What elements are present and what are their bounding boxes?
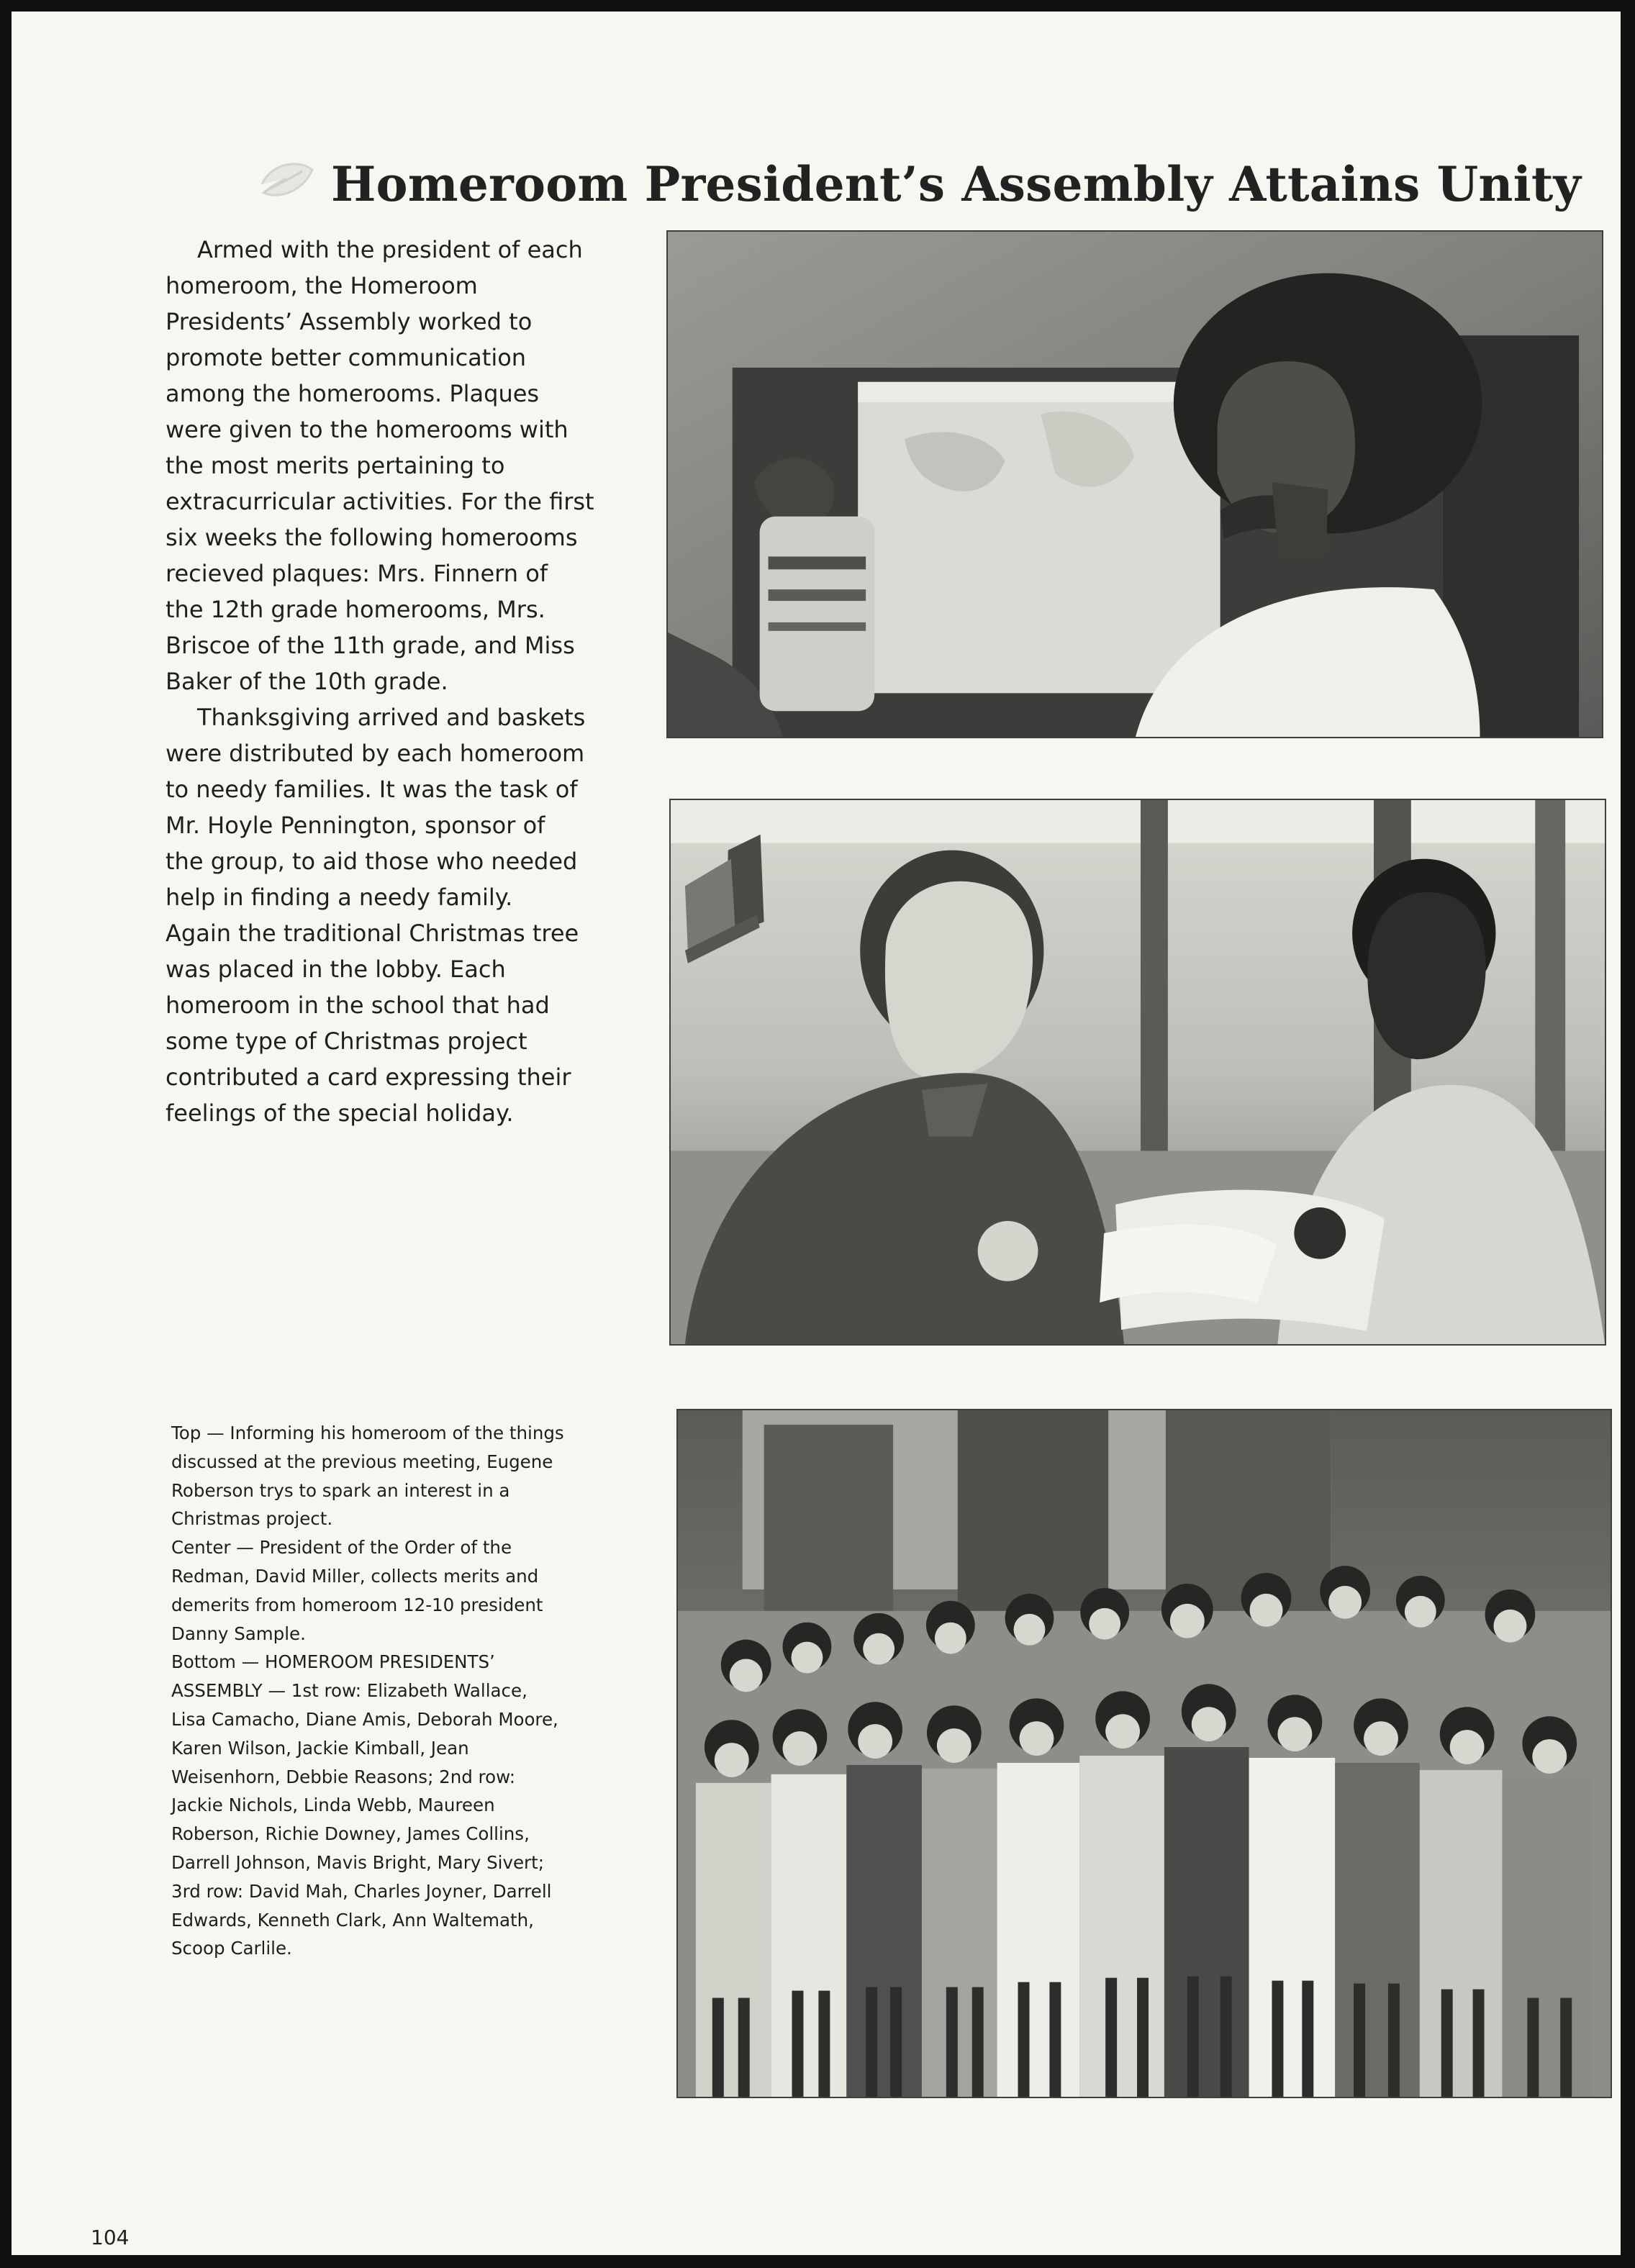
leaf-icon bbox=[256, 158, 317, 204]
bottom-group-photo bbox=[676, 1409, 1612, 2098]
center-photo bbox=[669, 799, 1606, 1346]
photo-caption bbox=[171, 1419, 596, 1963]
caption-bottom: Bottom — HOMEROOM PRESIDENTS’ ASSEMBLY — 1st row: Elizabeth Wallace, Lisa Camacho, Diane Amis, Deborah Moore, Karen Wilson, Jackie Kimball, Jean Weisenhorn, Debbie Reasons; 2nd row: Jackie Nichols, Linda Webb, Maureen Roberson, Richie Downey, James Collins, Darrell Johnson, Mavis Bright, Mary Sivert; 3rd row: David Mah, Charles Joyner, Darrell Edwards, Kenneth Clark, Ann Waltemath, Scoop Carlile. bbox=[171, 1651, 558, 1959]
page-title: Homeroom President’s Assembly Attains Unity bbox=[331, 156, 1582, 212]
title-block bbox=[256, 148, 1582, 227]
caption-top: Top — Informing his homeroom of the things discussed at the previous meeting, Eugene Roberson trys to spark an interest in a Christmas project. bbox=[171, 1423, 564, 1530]
caption-center: Center — President of the Order of the Redman, David Miller, collects merits and demerits from homeroom 12-10 president Danny Sample. bbox=[171, 1537, 543, 1644]
article-body bbox=[166, 232, 604, 1131]
article-paragraph-1: Armed with the president of each homeroom, the Homeroom Presidents’ Assembly worked to promote better communication among the homerooms. Plaques were given to the homerooms with the most merits pertaining to extracurricular activities. For the first six weeks the following homerooms recieved plaques: Mrs. Finnern of the 12th grade homerooms, Mrs. Briscoe of the 11th grade, and Miss Baker of the 10th grade. bbox=[166, 236, 594, 695]
page-number: 104 bbox=[91, 2226, 130, 2249]
yearbook-page bbox=[12, 12, 1621, 2255]
top-photo bbox=[666, 230, 1603, 738]
article-paragraph-2: Thanksgiving arrived and baskets were distributed by each homeroom to needy families. It was the task of Mr. Hoyle Pennington, sponsor of the group, to aid those who needed help in finding a needy family. Again the traditional Christmas tree was placed in the lobby. Each homeroom in the school that had some type of Christmas project contributed a card expressing their feelings of the special holiday. bbox=[166, 704, 586, 1127]
